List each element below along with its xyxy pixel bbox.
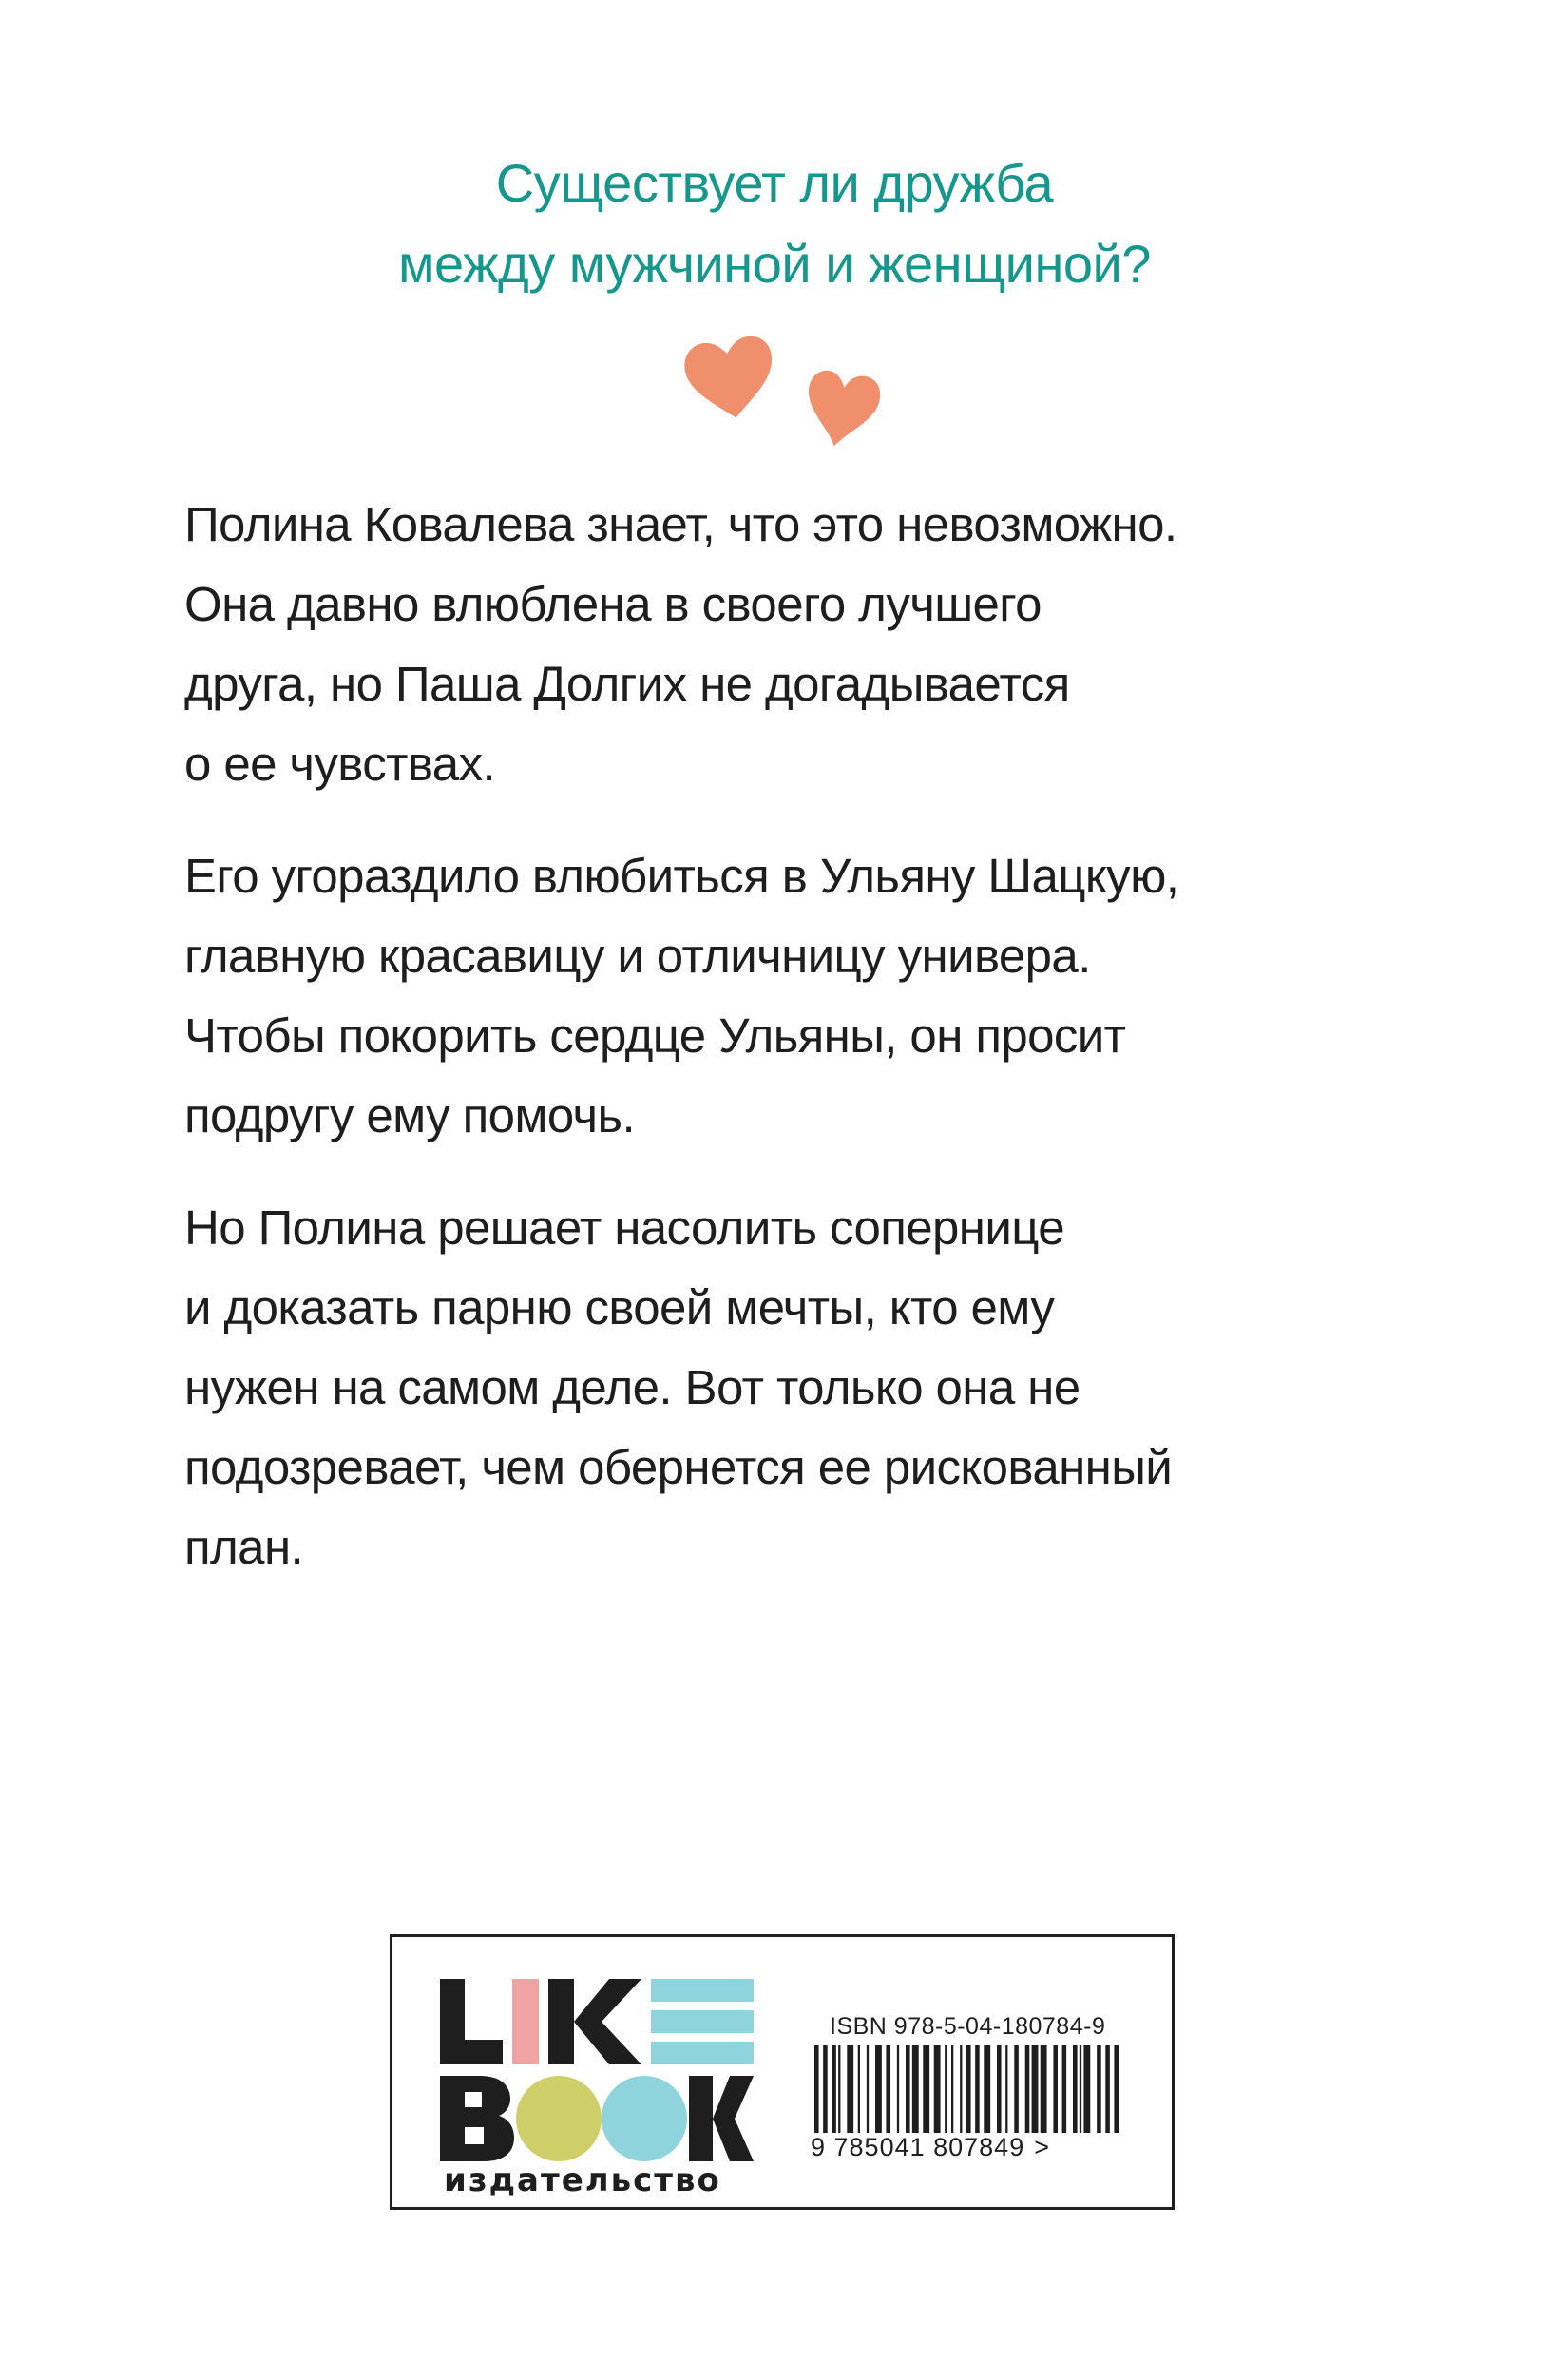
barcode-bar	[832, 2045, 836, 2133]
logo-letter-o-2	[602, 2076, 687, 2161]
tagline-line-1: Существует ли дружба	[495, 153, 1054, 213]
barcode-bar	[1114, 2045, 1119, 2133]
imprint-box	[390, 1934, 1175, 2210]
text-line: план.	[184, 1520, 304, 1574]
isbn-label: ISBN 978-5-04-180784-9	[830, 2013, 1106, 2040]
heart-icon	[800, 367, 884, 452]
description-paragraph-1	[184, 485, 1420, 804]
logo-letter-b	[440, 2076, 514, 2161]
barcode-bar	[906, 2045, 910, 2133]
barcode-bar	[945, 2045, 947, 2133]
barcode-bar	[1053, 2045, 1058, 2133]
barcode-bar	[951, 2045, 953, 2133]
barcode-bar	[934, 2045, 941, 2133]
logo-letter-l	[440, 1979, 503, 2064]
hearts-decoration	[675, 321, 903, 464]
text-line: Она давно влюблена в своего лучшего	[184, 577, 1042, 631]
description-paragraph-2	[184, 836, 1420, 1156]
barcode-bar	[847, 2045, 853, 2133]
barcode-bar	[1014, 2045, 1019, 2133]
barcode-bar	[867, 2045, 869, 2133]
barcode-bar	[1041, 2045, 1047, 2133]
barcode-quiet-zone-mark: >	[1034, 2133, 1050, 2161]
barcode-bar	[1062, 2045, 1067, 2133]
logo-letter-i	[512, 1979, 539, 2064]
barcode-bar	[1083, 2045, 1090, 2133]
barcode-bar	[912, 2045, 919, 2133]
barcode-bar	[1025, 2045, 1030, 2133]
text-line: друга, но Паша Долгих не догадывается	[184, 657, 1070, 711]
barcode-bar	[923, 2045, 929, 2133]
barcode-bar	[1105, 2045, 1110, 2133]
barcode-bar	[1032, 2045, 1039, 2133]
text-line: Его угораздило влюбиться в Ульяну Шацкую,	[184, 849, 1179, 903]
tagline-line-2: между мужчиной и женщиной?	[398, 234, 1151, 294]
logo-subtitle: издательство	[444, 2161, 721, 2199]
barcode-bar	[1005, 2045, 1007, 2133]
text-line: о ее чувствах.	[184, 737, 496, 791]
barcode-digits	[811, 2133, 1050, 2162]
text-line: подозревает, чем обернется ее рискованный	[184, 1440, 1173, 1494]
barcode-bar	[966, 2045, 971, 2133]
barcode-bar	[1097, 2045, 1101, 2133]
barcode-bar	[897, 2045, 899, 2133]
barcode-bar	[858, 2045, 860, 2133]
barcode-number: 9 785041 807849	[811, 2133, 1025, 2161]
barcode-bar	[984, 2045, 990, 2133]
description-paragraph-3	[184, 1188, 1420, 1587]
text-line: Полина Ковалева знает, что это невозможно.	[184, 497, 1177, 551]
barcode-bar	[997, 2045, 1002, 2133]
logo-letter-k-2	[689, 2076, 754, 2161]
tagline	[0, 143, 1549, 304]
barcode-bar	[975, 2045, 980, 2133]
text-line: нужен на самом деле. Вот только она не	[184, 1360, 1080, 1414]
logo-letter-o-1	[516, 2076, 602, 2161]
text-line: Чтобы покорить сердце Ульяны, он просит	[184, 1008, 1126, 1063]
text-line: главную красавицу и отличницу универа.	[184, 929, 1091, 983]
barcode-bar	[1073, 2045, 1078, 2133]
barcode-bar	[814, 2045, 819, 2133]
heart-icon	[681, 334, 779, 424]
logo-letter-e	[651, 1979, 754, 2064]
barcode-bar	[823, 2045, 828, 2133]
barcode-bar	[960, 2045, 962, 2133]
text-line: и доказать парню своей мечты, кто ему	[184, 1280, 1055, 1334]
text-line: подругу ему помочь.	[184, 1088, 636, 1142]
barcode-bar	[1080, 2045, 1081, 2133]
barcode-bar	[838, 2045, 840, 2133]
logo-letter-k	[548, 1979, 641, 2064]
barcode-bar	[886, 2045, 890, 2133]
barcode-bar	[875, 2045, 882, 2133]
text-line: Но Полина решает насолить сопернице	[184, 1200, 1065, 1255]
